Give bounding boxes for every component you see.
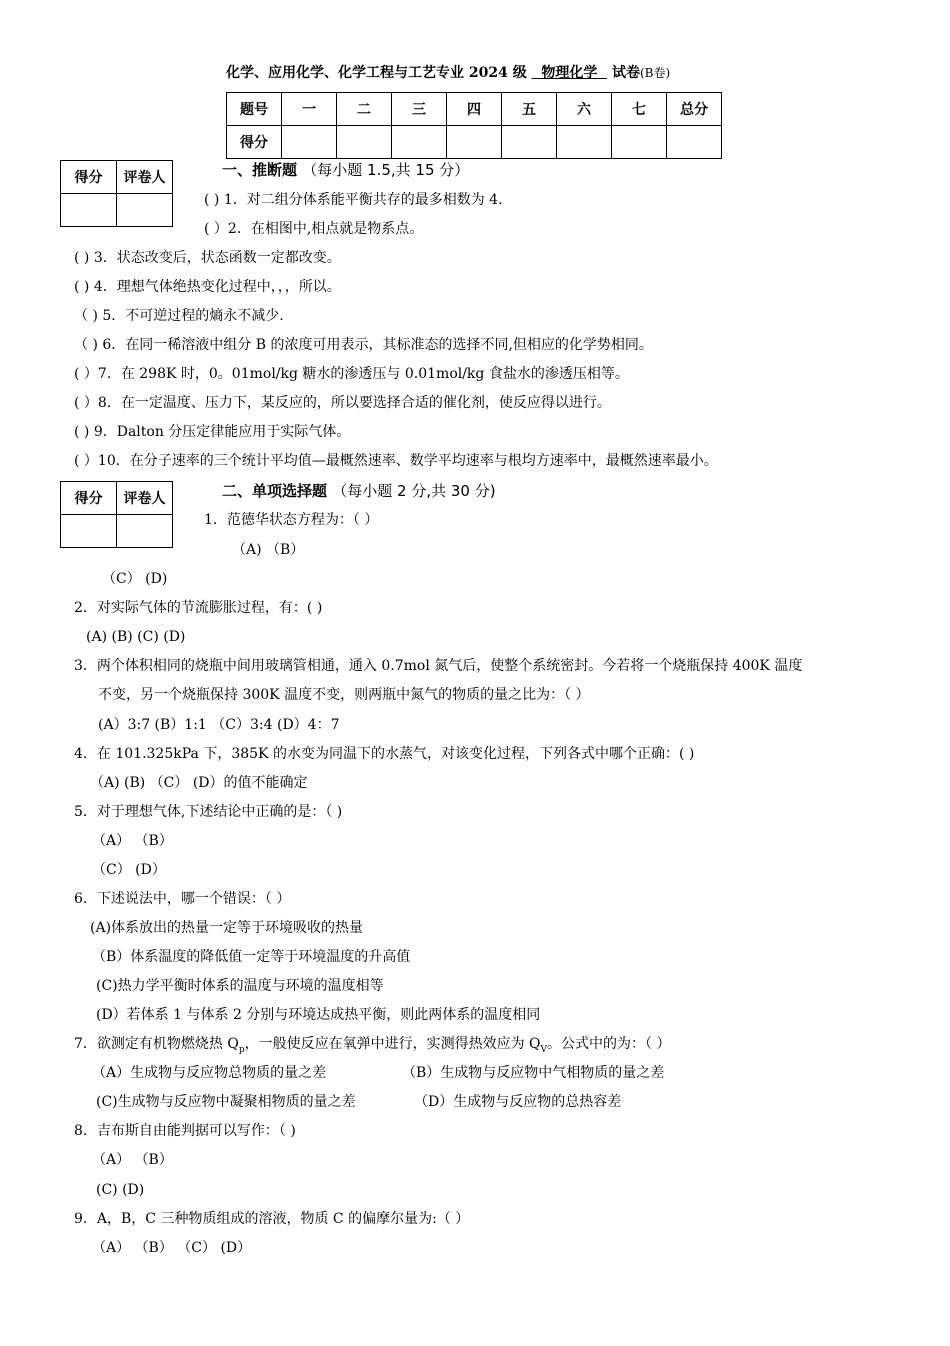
score-cell[interactable] [612,126,667,159]
mc-option-6b: （B）体系温度的降低值一定等于环境温度的升高值 [92,949,411,965]
title-major: 化学、应用化学、化学工程与工艺专业 [226,65,464,81]
grader-name-cell[interactable] [117,194,173,227]
tf-question-3: ( ) 3．状态改变后，状态函数一定都改变。 [74,250,341,266]
mc-question-7 [74,1035,671,1059]
mc-options-9: （A） （B） （C） (D） [92,1240,252,1256]
mc-option-7d: （D）生成物与反应物的总热容差 [414,1094,622,1110]
section-2-title: 二、单项选择题 [222,482,328,500]
section-2-heading [222,482,496,500]
mc-option-6a: (A)体系放出的热量一定等于环境吸收的热量 [90,920,364,936]
grader-score-cell[interactable] [61,194,117,227]
mc-question-9: 9．A，B，C 三种物质组成的溶液，物质 C 的偏摩尔量为:（ ） [74,1211,470,1227]
mc-option-7a: （A）生成物与反应物总物质的量之差 [92,1065,327,1081]
mc-question-7-text: 7．欲测定有机物燃烧热 Q [74,1036,239,1052]
score-table-header-cell: 三 [392,93,447,126]
score-cell[interactable] [392,126,447,159]
grader-score-cell[interactable] [61,515,117,548]
tf-question-8: ( ）8．在一定温度、压力下，某反应的，所以要选择合适的催化剂，使反应得以进行。 [74,395,611,411]
mc-options-8-cd: (C) (D) [96,1182,145,1198]
score-cell[interactable] [282,126,337,159]
grader-box [60,481,173,548]
score-cell[interactable] [502,126,557,159]
score-table-header-cell: 二 [337,93,392,126]
title-grade: 级 [512,65,527,81]
mc-option-6d: (D）若体系 1 与体系 2 分别与环境达成热平衡，则此两体系的温度相同 [96,1007,541,1023]
grader-score-label: 得分 [61,482,117,515]
mc-question-3-cont: 不变，另一个烧瓶保持 300K 温度不变，则两瓶中氮气的物质的量之比为：（ ） [98,687,590,703]
mc-options-8-ab: （A） （B） [92,1152,173,1168]
score-cell[interactable] [337,126,392,159]
title-subject: 物理化学 [541,65,598,81]
mc-question-6: 6．下述说法中，哪一个错误：（ ） [74,891,291,907]
tf-question-9: ( ) 9．Dalton 分压定律能应用于实际气体。 [74,424,351,440]
score-table-score-row [227,126,722,159]
title-year: 2024 [468,65,508,81]
section-1-title: 一、推断题 [222,161,298,179]
mc-question-5: 5．对于理想气体,下述结论中正确的是：（ ) [74,804,343,820]
mc-options-4: （A) (B) （C） (D）的值不能确定 [90,775,308,791]
score-cell[interactable] [447,126,502,159]
tf-question-10: ( ）10．在分子速率的三个统计平均值—最概然速率、数学平均速率与根均方速率中，最概然速率最小。 [74,453,718,469]
score-table-header-row [227,93,722,126]
score-table-header-cell: 七 [612,93,667,126]
mc-options-3: (A）3:7 (B）1:1 （C）3:4 (D）4：7 [98,717,340,733]
tf-question-2: ( ）2．在相图中,相点就是物系点。 [204,221,424,237]
score-table-row-label: 得分 [227,126,282,159]
score-table-header-cell: 五 [502,93,557,126]
tf-question-6: （ ) 6．在同一稀溶液中组分 B 的浓度可用表示，其标准态的选择不同,但相应的化学势相同。 [74,337,653,353]
section-1-score: （每小题 1.5,共 15 分） [302,161,470,179]
tf-question-4: ( ) 4．理想气体绝热变化过程中，，，所以。 [74,279,341,295]
score-table-header-cell: 六 [557,93,612,126]
subscript-p: p [238,1044,245,1055]
mc-question-2: 2．对实际气体的节流膨胀过程，有：( ) [74,600,323,616]
mc-option-7c: (C)生成物与反应物中凝聚相物质的量之差 [96,1094,356,1110]
score-table [226,92,722,159]
tf-question-1: ( ) 1．对二组分体系能平衡共存的最多相数为 4. [204,192,503,208]
subscript-v: V [540,1044,548,1055]
mc-question-4: 4．在 101.325kPa 下，385K 的水变为同温下的水蒸气，对该变化过程，下列各式中哪个正确：( ) [74,746,695,762]
grader-name-cell[interactable] [117,515,173,548]
score-cell[interactable] [557,126,612,159]
score-table-header-cell: 四 [447,93,502,126]
grader-name-label: 评卷人 [117,482,173,515]
score-table-header-cell: 一 [282,93,337,126]
grader-score-label: 得分 [61,161,117,194]
title-paper: 试卷 [611,65,640,81]
mc-option-6c: (C)热力学平衡时体系的温度与环境的温度相等 [96,978,384,994]
mc-options-5-cd: （C） (D） [92,862,166,878]
score-cell[interactable] [667,126,722,159]
tf-question-5: （ ) 5．不可逆过程的熵永不减少. [74,308,284,324]
mc-options-5-ab: （A） （B） [92,833,173,849]
section-1-heading [222,161,469,179]
score-table-header-cell: 题号 [227,93,282,126]
mc-question-7-text-2: ，一般使反应在氧弹中进行，实测得热效应为 Q [244,1036,541,1052]
tf-question-7: ( ）7．在 298K 时，0。01mol/kg 糖水的渗透压与 0.01mol/kg 食盐水的渗透压相等。 [74,366,629,382]
mc-question-8: 8．吉布斯自由能判据可以写作：（ ) [74,1123,296,1139]
mc-options-2: (A) (B) (C) (D) [86,629,186,645]
title-variant: (B卷) [639,66,671,80]
grader-name-label: 评卷人 [117,161,173,194]
exam-title [226,64,670,82]
mc-option-7b: （B）生成物与反应物中气相物质的量之差 [402,1065,665,1081]
section-2-score: （每小题 2 分,共 30 分) [332,482,496,500]
grader-box [60,160,173,227]
mc-options-1-cd: （C） (D) [102,571,168,587]
mc-question-1: 1．范德华状态方程为：（ ） [204,512,379,528]
mc-question-7-text-3: 。公式中的为：（ ） [547,1036,671,1052]
score-table-header-cell: 总分 [667,93,722,126]
mc-question-3: 3．两个体积相同的烧瓶中间用玻璃管相通，通入 0.7mol 氮气后，使整个系统密封。今若将一个烧瓶保持 400K 温度 [74,658,803,674]
mc-options-1-ab: （A) （B） [232,542,305,558]
